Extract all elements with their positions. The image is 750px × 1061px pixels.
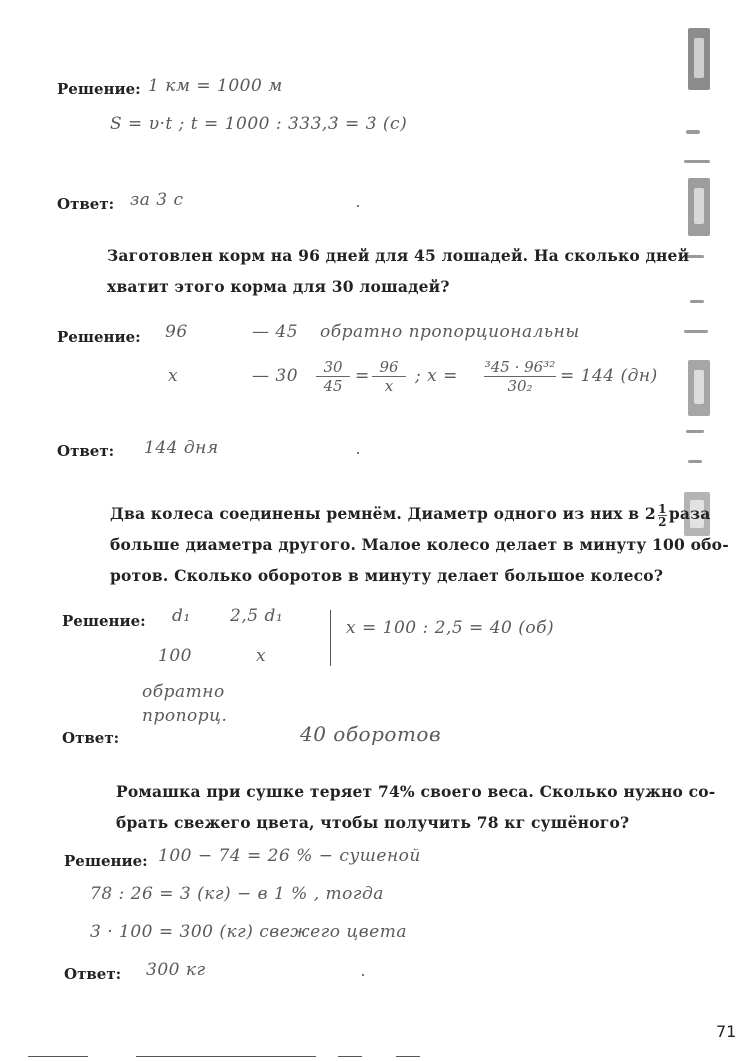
problem-text [107, 240, 689, 302]
scan-speck [690, 300, 704, 303]
scan-speck [684, 160, 710, 163]
fraction-numerator: 96 [379, 358, 399, 376]
fraction-numerator: 30 [323, 358, 343, 376]
handwritten-note: обратно [142, 682, 225, 702]
scan-line [28, 1056, 88, 1057]
scan-speck [694, 38, 704, 78]
handwritten-fraction [484, 358, 556, 395]
solution-label: Решение: [62, 612, 146, 630]
answer-label: Ответ: [57, 442, 115, 460]
handwritten-solution: 100 [158, 646, 192, 666]
handwritten-fraction [316, 358, 350, 395]
problem-line-part: раза [668, 504, 711, 523]
fraction-denominator: x [372, 376, 406, 395]
answer-dot [362, 974, 364, 976]
scan-line [338, 1056, 362, 1057]
solution-label: Решение: [64, 852, 148, 870]
problem-line: больше диаметра другого. Малое колесо делает в минуту 100 обо- [110, 535, 729, 554]
scan-line [136, 1056, 316, 1057]
problem-line: Ромашка при сушке теряет 74% своего веса. Сколько нужно со- [116, 782, 716, 801]
scan-speck [694, 370, 704, 404]
handwritten-equals: = [355, 366, 370, 386]
problem-line: брать свежего цвета, чтобы получить 78 кг сушёного? [116, 813, 630, 832]
handwritten-note: обратно пропорциональны [320, 322, 580, 342]
fraction-numerator: 1 [658, 501, 667, 516]
solution-label: Решение: [57, 328, 141, 346]
handwritten-solution: 78 : 26 = 3 (кг) − в 1 % , тогда [90, 884, 384, 904]
scan-speck [686, 430, 704, 433]
handwritten-solution: x [256, 646, 267, 666]
scan-speck [688, 460, 702, 463]
problem-text [110, 498, 729, 591]
problem-line: хватит этого корма для 30 лошадей? [107, 277, 450, 296]
handwritten-solution: 100 − 74 = 26 % − сушеной [158, 846, 421, 866]
fraction-numerator: ³45 · 96³² [484, 358, 556, 376]
handwritten-x: ; x = [415, 366, 458, 386]
handwritten-solution: x [168, 366, 179, 386]
scan-line [396, 1056, 420, 1057]
handwritten-answer: 144 дня [144, 438, 219, 458]
solution-label: Решение: [57, 80, 141, 98]
answer-label: Ответ: [62, 729, 120, 747]
handwritten-solution: 1 км = 1000 м [148, 76, 283, 96]
handwritten-solution: d₁ [172, 606, 191, 626]
scan-speck [684, 330, 708, 333]
handwritten-answer: 40 оборотов [300, 722, 442, 746]
handwritten-solution: — 45 [252, 322, 299, 342]
handwritten-answer: за 3 с [130, 190, 184, 210]
problem-line [110, 498, 729, 529]
page-number: 71 [716, 1022, 737, 1041]
problem-line-part: Два колеса соединены ремнём. Диаметр одного из них в 2 [110, 504, 656, 523]
handwritten-result: = 144 (дн) [560, 366, 658, 386]
handwritten-solution: S = υ·t ; t = 1000 : 333,3 = 3 (с) [110, 114, 408, 134]
problem-line: Заготовлен корм на 96 дней для 45 лошадей. На сколько дней [107, 246, 690, 265]
handwritten-solution: 3 · 100 = 300 (кг) свежего цвета [90, 922, 407, 942]
answer-label: Ответ: [57, 195, 115, 213]
fraction-denominator: 2 [658, 514, 667, 529]
handwritten-fraction [372, 358, 406, 395]
problem-line: ротов. Сколько оборотов в минуту делает большое колесо? [110, 566, 664, 585]
fraction-denominator: 30₂ [484, 376, 556, 395]
problem-text [116, 776, 715, 838]
handwritten-solution: — 30 [252, 366, 299, 386]
answer-dot [357, 205, 359, 207]
handwritten-divider [330, 610, 331, 666]
handwritten-solution: 96 [165, 322, 188, 342]
handwritten-answer: 300 кг [146, 960, 206, 980]
handwritten-solution: 2,5 d₁ [230, 606, 284, 626]
answer-label: Ответ: [64, 965, 122, 983]
fraction-denominator: 45 [316, 376, 350, 395]
scan-speck [694, 188, 704, 224]
handwritten-note: пропорц. [142, 706, 228, 726]
scan-speck [686, 130, 700, 134]
answer-dot [357, 452, 359, 454]
mixed-fraction [658, 503, 667, 528]
handwritten-solution: x = 100 : 2,5 = 40 (об) [346, 618, 555, 638]
